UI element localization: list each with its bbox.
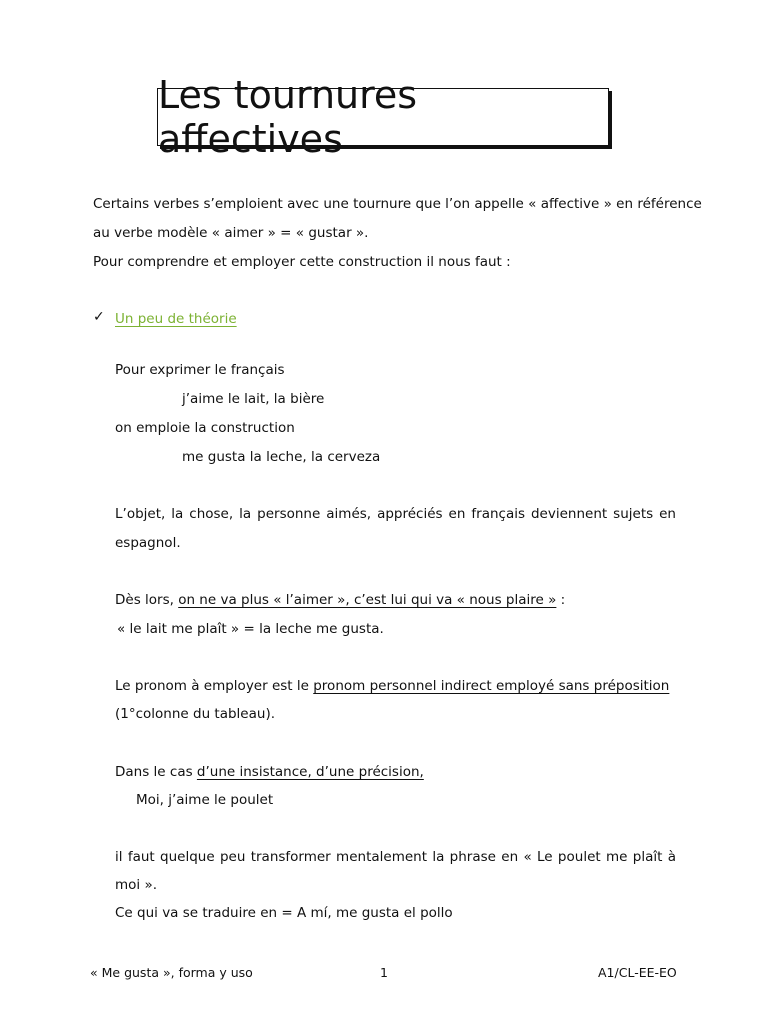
paragraph-4 xyxy=(115,592,565,608)
paragraph-7-line-3: Ce qui va se traduire en = A mí, me gusta el pollo xyxy=(115,905,453,921)
intro-line-2: au verbe modèle « aimer » = « gustar ». xyxy=(93,225,369,241)
paragraph-5 xyxy=(115,678,676,694)
checkmark-icon: ✓ xyxy=(93,309,105,325)
paragraph-3-line-1: L’objet, la chose, la personne aimés, appréciés en français deviennent sujets en xyxy=(115,506,676,522)
paragraph-7-line-2: moi ». xyxy=(115,877,158,893)
paragraph-4-suffix: : xyxy=(556,592,566,608)
footer-right: A1/CL-EE-EO xyxy=(598,965,677,980)
paragraph-2: on emploie la construction xyxy=(115,420,295,436)
section-heading: Un peu de théorie xyxy=(115,311,237,327)
paragraph-5-prefix: Le pronom à employer est le xyxy=(115,678,314,694)
paragraph-3-line-2: espagnol. xyxy=(115,535,181,551)
page-number: 1 xyxy=(380,965,388,980)
paragraph-6 xyxy=(115,764,424,780)
example-3: « le lait me plaît » = la leche me gusta. xyxy=(117,621,384,637)
example-4: Moi, j’aime le poulet xyxy=(136,792,274,808)
intro-line-1: Certains verbes s’emploient avec une tournure que l’on appelle « affective » en référence xyxy=(93,196,702,212)
footer-left: « Me gusta », forma y uso xyxy=(90,965,253,980)
paragraph-6-underlined: d’une insistance, d’une précision, xyxy=(196,764,424,780)
paragraph-5-underlined: pronom personnel indirect employé sans préposition xyxy=(313,678,670,694)
intro-line-3: Pour comprendre et employer cette construction il nous faut : xyxy=(93,254,511,270)
paragraph-1: Pour exprimer le français xyxy=(115,362,285,378)
paragraph-5-line-2: (1°colonne du tableau). xyxy=(115,706,276,722)
paragraph-7-line-1: il faut quelque peu transformer mentalement la phrase en « Le poulet me plaît à xyxy=(115,849,676,865)
paragraph-6-prefix: Dans le cas xyxy=(115,764,197,780)
paragraph-4-prefix: Dès lors, xyxy=(115,592,179,608)
page-title: Les tournures affectives xyxy=(158,73,418,161)
example-2: me gusta la leche, la cerveza xyxy=(182,449,381,465)
title-box xyxy=(157,73,609,161)
paragraph-4-underlined: on ne va plus « l’aimer », c’est lui qui va « nous plaire » xyxy=(178,592,557,608)
example-1: j’aime le lait, la bière xyxy=(182,391,325,407)
